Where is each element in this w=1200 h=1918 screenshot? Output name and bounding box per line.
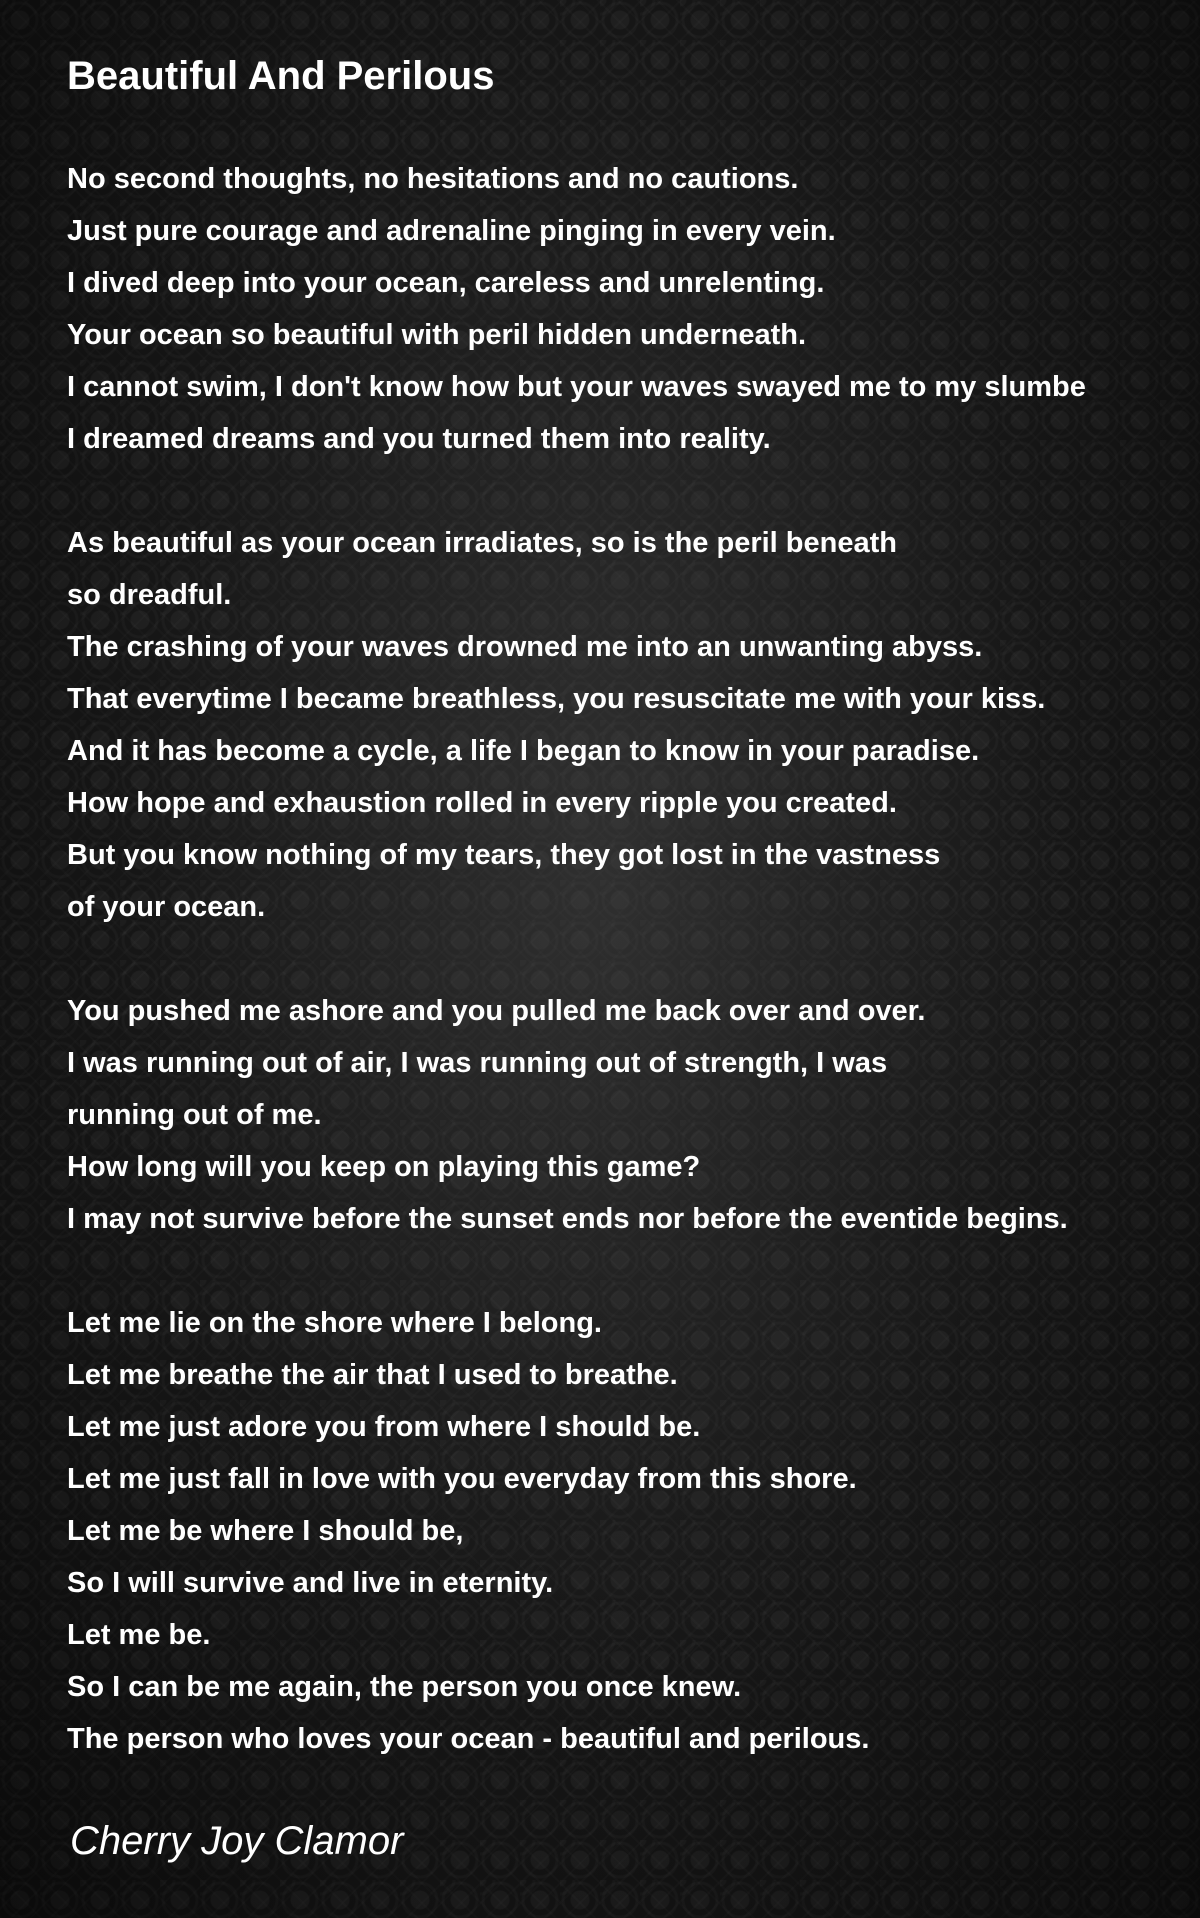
poem-author: Cherry Joy Clamor: [70, 1819, 404, 1863]
poem-line: The crashing of your waves drowned me into an unwanting abyss.: [67, 631, 983, 663]
stanza-4: [67, 1297, 1200, 1765]
stanza-3: [67, 985, 1200, 1245]
poem-line: I was running out of air, I was running out of strength, I was: [67, 1047, 888, 1079]
poem-line: Just pure courage and adrenaline pinging in every vein.: [67, 215, 836, 247]
poem-body: [67, 153, 1200, 1817]
poem-line: Let me be.: [67, 1619, 211, 1651]
poem-line: How hope and exhaustion rolled in every ripple you created.: [67, 787, 897, 819]
poem-line: Let me lie on the shore where I belong.: [67, 1307, 602, 1339]
poem-line: That everytime I became breathless, you resuscitate me with your kiss.: [67, 683, 1046, 715]
poem-line: running out of me.: [67, 1099, 322, 1131]
poem-line: I dreamed dreams and you turned them into reality.: [67, 423, 771, 455]
poem-line: of your ocean.: [67, 891, 266, 923]
stanza-2: [67, 517, 1200, 933]
poem-line: How long will you keep on playing this game?: [67, 1151, 701, 1183]
poem-line: And it has become a cycle, a life I began to know in your paradise.: [67, 735, 980, 767]
poem-line: so dreadful.: [67, 579, 232, 611]
poem-line: So I will survive and live in eternity.: [67, 1567, 554, 1599]
poem-line: Let me just adore you from where I should be.: [67, 1411, 701, 1443]
poem-line: Your ocean so beautiful with peril hidden underneath.: [67, 319, 807, 351]
poem-title: Beautiful And Perilous: [67, 54, 495, 98]
poem-line: I dived deep into your ocean, careless and unrelenting.: [67, 267, 825, 299]
poem-line: I may not survive before the sunset ends nor before the eventide begins.: [67, 1203, 1068, 1235]
poem-line: You pushed me ashore and you pulled me back over and over.: [67, 995, 926, 1027]
stanza-1: [67, 153, 1200, 465]
poem-line: But you know nothing of my tears, they got lost in the vastness: [67, 839, 941, 871]
poem-line: As beautiful as your ocean irradiates, so is the peril beneath: [67, 527, 897, 559]
poem-line: So I can be me again, the person you once knew.: [67, 1671, 742, 1703]
poem-line: No second thoughts, no hesitations and no cautions.: [67, 163, 799, 195]
poem-line: I cannot swim, I don't know how but your waves swayed me to my slumbe: [67, 371, 1086, 403]
poem-line: Let me be where I should be,: [67, 1515, 464, 1547]
poem-line: Let me just fall in love with you everyday from this shore.: [67, 1463, 857, 1495]
poem-line: Let me breathe the air that I used to breathe.: [67, 1359, 678, 1391]
poem-line: The person who loves your ocean - beautiful and perilous.: [67, 1723, 870, 1755]
